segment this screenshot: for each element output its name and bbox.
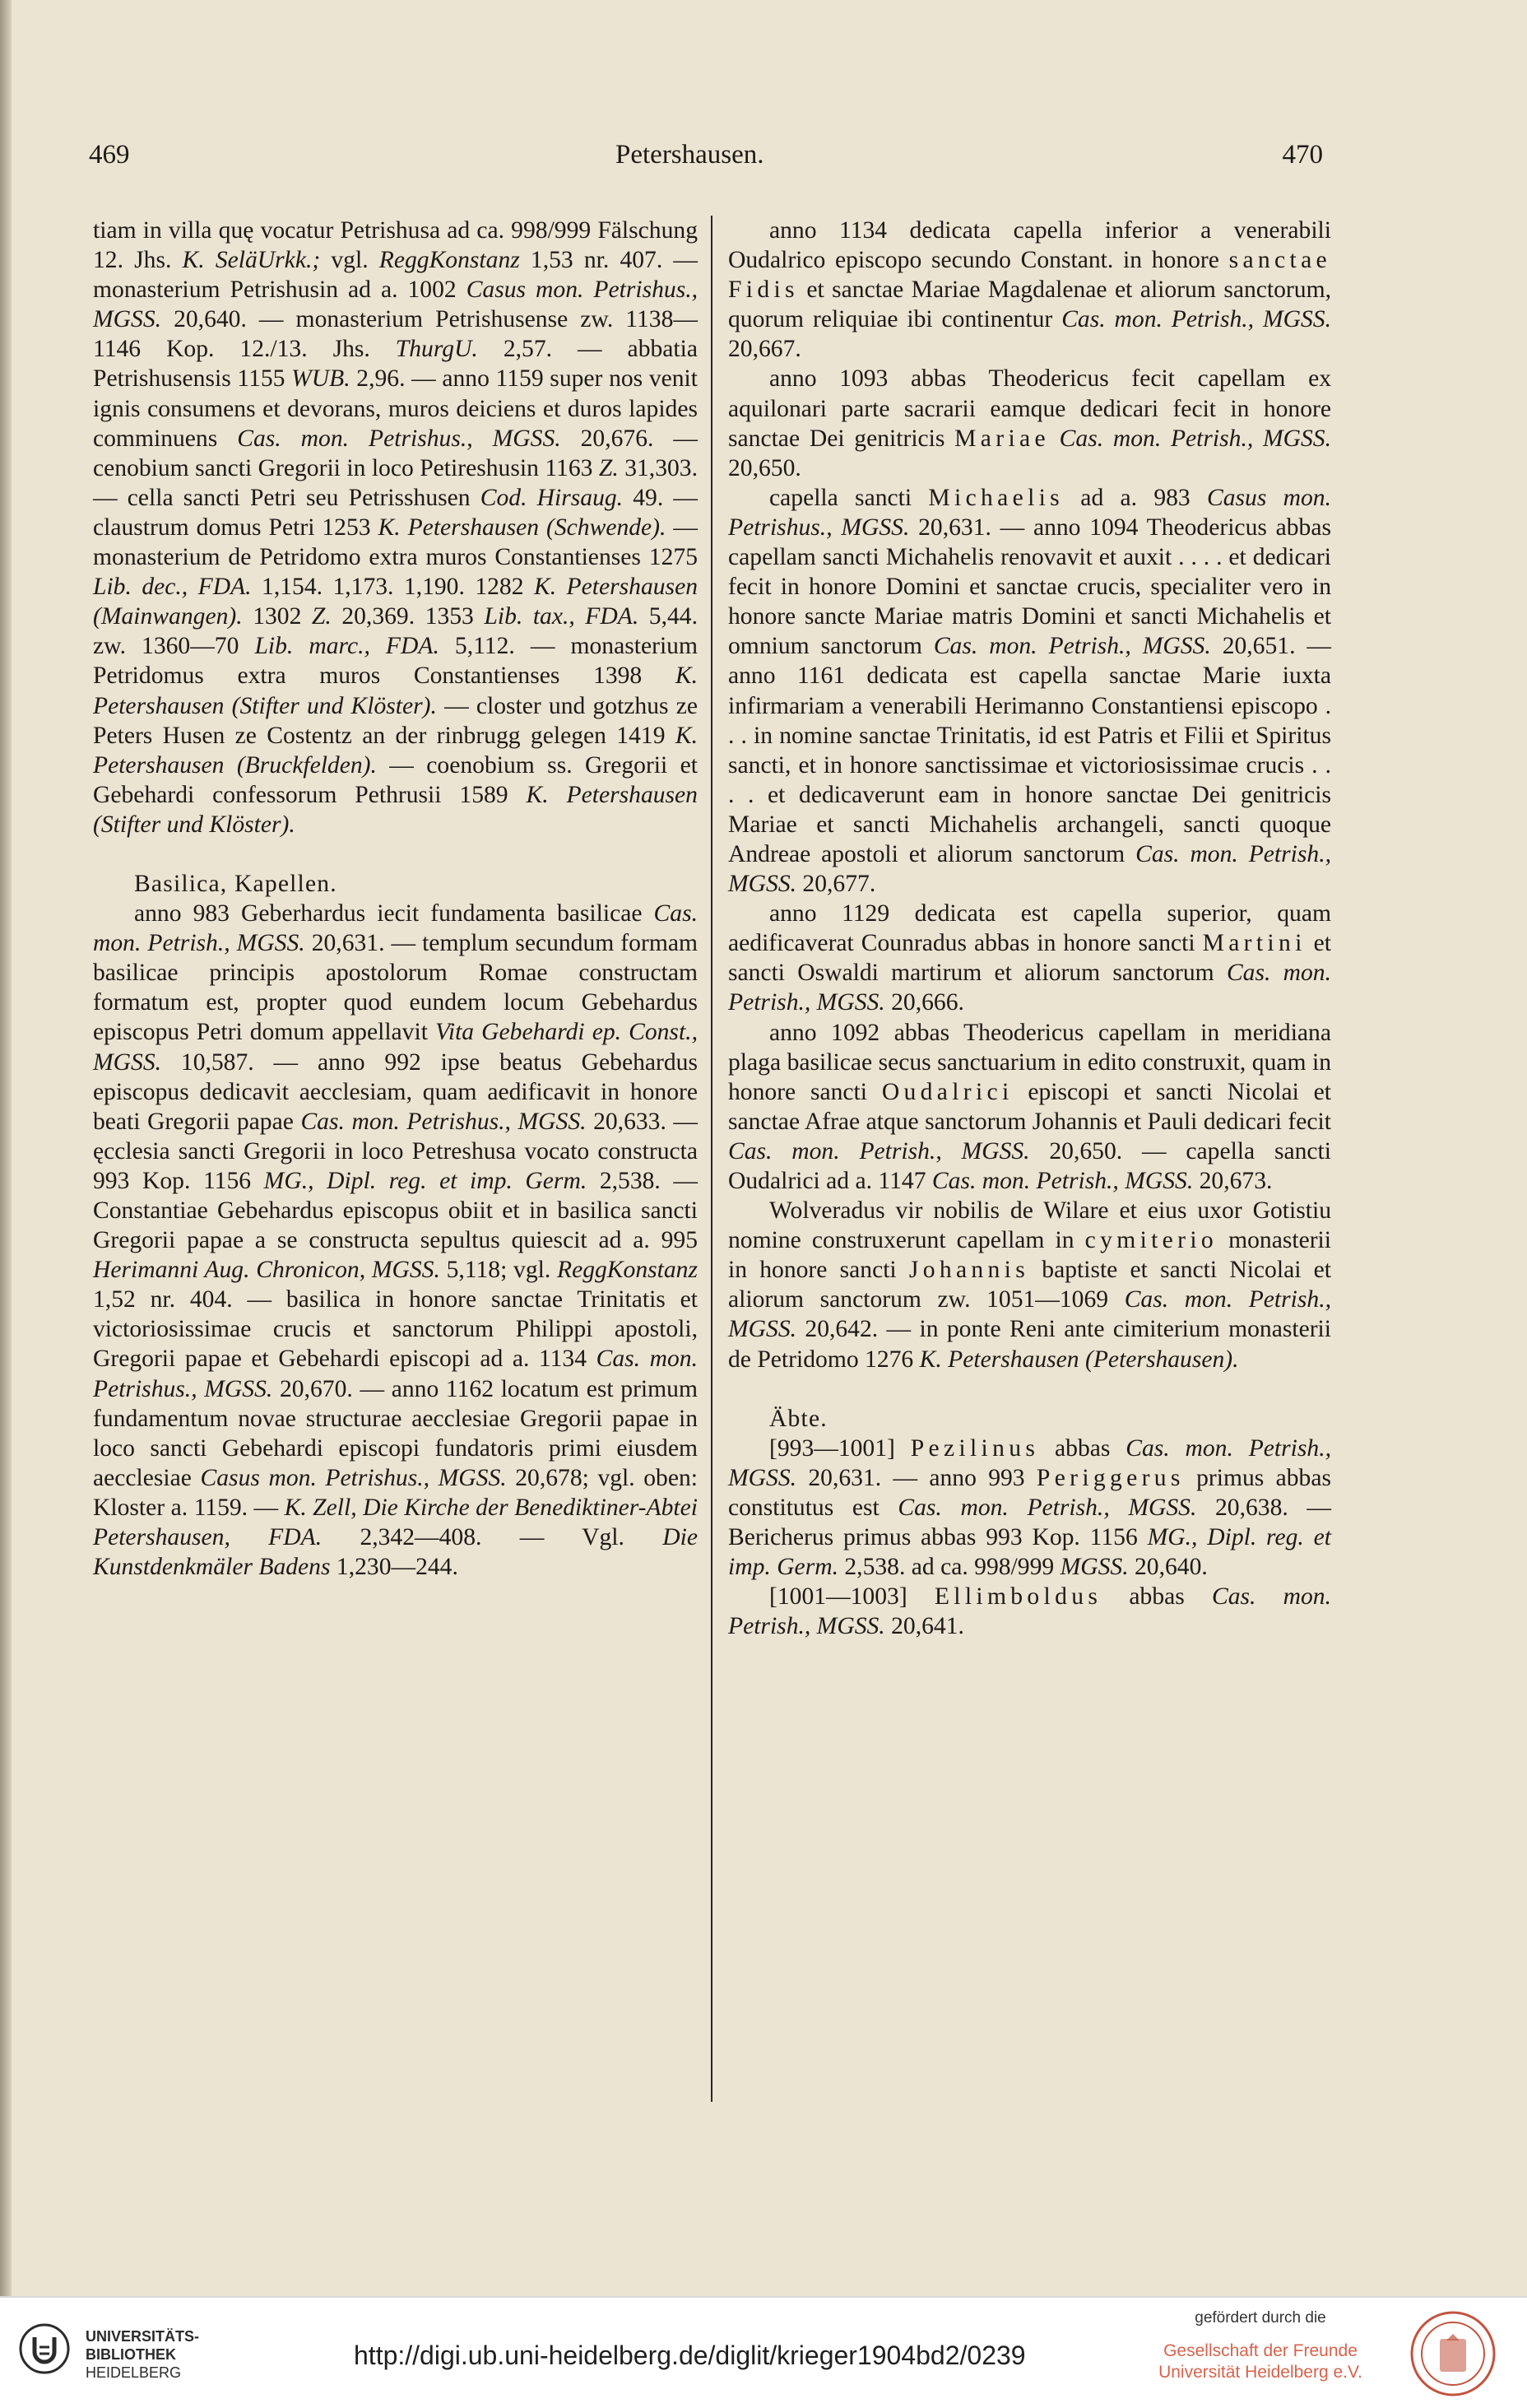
citation-italic: K. Petershausen (Bruckfelden). bbox=[93, 722, 698, 779]
footer-bar bbox=[0, 2296, 1527, 2408]
citation-italic: Die Kunstdenkmäler Badens bbox=[93, 1524, 698, 1581]
column-divider bbox=[711, 216, 712, 2102]
citation-italic: Cas. mon. Petrish., MGSS. bbox=[93, 900, 698, 957]
citation-italic: WUB. bbox=[291, 365, 350, 393]
library-line-1: UNIVERSITÄTS- bbox=[86, 2328, 200, 2345]
sponsor-line-3: Universität Heidelberg e.V. bbox=[1158, 2363, 1362, 2382]
paragraph: tiam in villa quę vocatur Petrishusa ad ca. 998/999 Fälschung 12. Jhs. K. SeläUrkk.; vgl. ReggKonstanz 1,53 nr. 407. — monasterium Petrishusin ad a. 1002 Casus mon. Petrishus., MGSS. 20,640. — monasterium Petrishusense zw. 1138—1146 Kop. 12./13. Jhs. ThurgU. 2,57. — abbatia Petrishusensis 1155 WUB. 2,96. — anno 1159 super nos venit ignis consumens et devorans, muros deiciens et duros lapides comminuens Cas. mon. Petrishus., MGSS. 20,676. — cenobium sancti Gregorii in loco Petireshusin 1163 Z. 31,303. — cella sancti Petri seu Petrisshusen Cod. Hirsaug. 49. — claustrum domus Petri 1253 K. Petershausen (Schwende). — monasterium de Petridomo extra muros Constantienses 1275 Lib. dec., FDA. 1,154. 1,173. 1,190. 1282 K. Petershausen (Mainwangen). 1302 Z. 20,369. 1353 Lib. tax., FDA. 5,44. zw. 1360—70 Lib. marc., FDA. 5,112. — monasterium Petridomus extra muros Constantienses 1398 K. Petershausen (Stifter und Klöster). — closter und gotzhus ze Peters Husen ze Costentz an der rinbrugg gelegen 1419 K. Petershausen (Bruckfelden). — coenobium ss. Gregorii et Gebehardi confessorum Pethrusii 1589 K. Petershausen (Stifter und Klöster). bbox=[93, 217, 699, 838]
section-heading-aebte: Äbte. bbox=[769, 1405, 828, 1432]
citation-italic: K. Petershausen (Mainwangen). bbox=[93, 574, 698, 630]
citation-italic: K. Petershausen (Stifter und Klöster). bbox=[93, 781, 698, 838]
paragraph: [1001—1003] Ellimboldus abbas Cas. mon. Petrish., MGSS. 20,641. bbox=[728, 1583, 1332, 1640]
left-column bbox=[93, 216, 698, 1582]
citation-italic: Cas. mon. Petrish., MGSS. bbox=[898, 1494, 1197, 1521]
spaced-name: Martini bbox=[1202, 930, 1307, 957]
paragraph: Wolveradus vir nobilis de Wilare et eius uxor Gotistiu nomine construxerunt capellam in cymiterio monasterii in honore sancti Johannis baptiste et sancti Nicolai et aliorum sanctorum zw. 1051—1069 Cas. mon. Petrish., MGSS. 20,642. — in ponte Reni ante cimiterium monasterii de Petridomo 1276 K. Petershausen (Petershausen). bbox=[728, 1197, 1332, 1373]
sponsor-note bbox=[1137, 2309, 1384, 2383]
citation-italic: Casus mon. Petrishus., MGSS. bbox=[200, 1464, 507, 1491]
citation-italic: ReggKonstanz bbox=[378, 247, 520, 274]
spaced-name: Johannis bbox=[908, 1257, 1030, 1284]
citation-italic: Cas. mon. Petrish., MGSS. bbox=[728, 1286, 1331, 1343]
citation-italic: Casus mon. Petrishus., MGSS. bbox=[728, 484, 1332, 541]
citation-italic: ThurgU. bbox=[395, 336, 478, 363]
citation-italic: K. Petershausen (Stifter und Klöster). bbox=[93, 662, 698, 719]
citation-italic: Z. bbox=[311, 603, 332, 630]
paragraph: [993—1001] Pezilinus abbas Cas. mon. Petrish., MGSS. 20,631. — anno 993 Periggerus primus abbas constitutus est Cas. mon. Petrish., MGSS. 20,638. — Bericherus primus abbas 993 Kop. 1156 MG., Dipl. reg. et imp. Germ. 2,538. ad ca. 998/999 MGSS. 20,640. bbox=[728, 1434, 1332, 1581]
spaced-name: Pezilinus bbox=[910, 1434, 1040, 1462]
library-line-2: BIBLIOTHEK bbox=[86, 2346, 176, 2363]
citation-italic: Cas. mon. Petrishus., MGSS. bbox=[237, 425, 561, 452]
citation-italic: K. Petershausen (Schwende). bbox=[378, 514, 666, 541]
citation-italic: Cas. mon. Petrish., MGSS. bbox=[1059, 425, 1332, 452]
paragraph: anno 1134 dedicata capella inferior a venerabili Oudalrico episcopo secundo Constant. in honore sanctae Fidis et sanctae Mariae Magdalenae et aliorum sanctorum, quorum reliquiae ibi continentur Cas. mon. Petrish., MGSS. 20,667. bbox=[728, 217, 1331, 363]
citation-italic: K. SeläUrkk.; bbox=[182, 247, 321, 274]
paragraph: capella sancti Michaelis ad a. 983 Casus mon. Petrishus., MGSS. 20,631. — anno 1094 Theodericus abbas capellam sancti Michahelis renovavit et auxit . . . . et dedicari fecit in honore Domini et sanctae crucis, specialiter vero in honore sancte Mariae matris Domini et sancti Michahelis et omnium sanctorum Cas. mon. Petrish., MGSS. 20,651. — anno 1161 dedicata est capella sanctae Marie iuxta infirmariam a venerabili Herimanno Constantiensi episcopo . . . in nomine sanctae Trinitatis, id est Patris et Filii et Spiritus sancti, et in honore sanctissimae et victoriosissimae crucis . . . . et dedicaverunt eam in honore sanctae Dei genitricis Mariae et sancti Michahelis archangeli, sancti quoque Andreae apostoli et aliorum sanctorum Cas. mon. Petrish., MGSS. 20,677. bbox=[728, 484, 1332, 898]
paragraph: anno 1129 dedicata est capella superior, quam aedificaverat Counradus abbas in honore sancti Martini et sancti Oswaldi martirum et aliorum sanctorum Cas. mon. Petrish., MGSS. 20,666. bbox=[728, 900, 1331, 1016]
spaced-name: sanctae Fidis bbox=[728, 247, 1331, 304]
spaced-name: cymiterio bbox=[1084, 1227, 1218, 1254]
sponsor-line-2: Gesellschaft der Freunde bbox=[1163, 2341, 1358, 2360]
citation-italic: Cas. mon. Petrish., MGSS. bbox=[931, 1168, 1194, 1194]
citation-italic: Cas. mon. Petrish., MGSS. bbox=[728, 1583, 1332, 1640]
spaced-name: Ellimboldus bbox=[934, 1583, 1102, 1611]
citation-italic: Cas. mon. Petrish., MGSS. bbox=[728, 840, 1331, 898]
library-name bbox=[86, 2327, 199, 2382]
citation-italic: Cas. mon. Petrish., MGSS. bbox=[728, 1434, 1331, 1491]
paragraph: anno 1093 abbas Theodericus fecit capellam ex aquilonari parte sacrarii eamque dedicari fecit in honore sanctae Dei genitricis Mariae Cas. mon. Petrish., MGSS. 20,650. bbox=[728, 365, 1332, 481]
citation-italic: Z. bbox=[598, 454, 619, 481]
section-heading-basilica: Basilica, Kapellen. bbox=[134, 870, 337, 897]
spaced-name: Michaelis bbox=[928, 484, 1065, 511]
citation-italic: MG., Dipl. reg. et imp. Germ. bbox=[728, 1524, 1331, 1581]
paragraph: anno 983 Geberhardus iecit fundamenta basilicae Cas. mon. Petrish., MGSS. 20,631. — templum secundum formam basilicae principis apostolorum Romae constructam formatum est, propter quod eundem locum Gebehardus episcopus Petri domum appellavit Vita Gebehardi ep. Const., MGSS. 10,587. — anno 992 ipse beatus Gebehardus episcopus dedicavit aecclesiam, quam aedificavit in honore beati Gregorii papae Cas. mon. Petrishus., MGSS. 20,633. — ęcclesia sancti Gregorii in loco Petreshusa vocato constructa 993 Kop. 1156 MG., Dipl. reg. et imp. Germ. 2,538. — Constantiae Gebehardus episcopus obiit et in basilica sancti Gregorii papae a se constructa sepultus quiescit ad a. 995 Herimanni Aug. Chronicon, MGSS. 5,118; vgl. ReggKonstanz 1,52 nr. 404. — basilica in honore sanctae Trinitatis et victoriosissimae crucis et sanctorum Philippi apostoli, Gregorii papae et Gebehardi episcopi ad a. 1134 Cas. mon. Petrishus., MGSS. 20,670. — anno 1162 locatum est primum fundamentum novae structurae aecclesiae Gregorii papae in loco sancti Gebehardi episcopi fundatoris primi eiusdem aecclesiae Casus mon. Petrishus., MGSS. 20,678; vgl. oben: Kloster a. 1159. — K. Zell, Die Kirche der Benediktiner-Abtei Petershausen, FDA. 2,342—408. — Vgl. Die Kunstdenkmäler Badens 1,230—244. bbox=[93, 900, 699, 1581]
university-seal-icon bbox=[1409, 2309, 1497, 2398]
citation-italic: Lib. tax., FDA. bbox=[484, 603, 639, 630]
page-binding-edge bbox=[0, 0, 12, 2296]
ub-heidelberg-logo-icon bbox=[18, 2322, 71, 2375]
citation-italic: Lib. marc., FDA. bbox=[254, 633, 439, 660]
citation-italic: Cas. mon. Petrish., MGSS. bbox=[933, 633, 1211, 660]
citation-italic: K. Petershausen (Petershausen). bbox=[919, 1346, 1239, 1373]
citation-italic: Cas. mon. Petrish., MGSS. bbox=[728, 1137, 1030, 1164]
sponsor-line-1: gefördert durch die bbox=[1195, 2309, 1326, 2327]
spaced-name: Periggerus bbox=[1036, 1464, 1185, 1491]
paragraph: anno 1092 abbas Theodericus capellam in meridiana plaga basilicae secus sanctuarium in edito construxit, quam in honore sancti Oudalrici episcopi et sancti Nicolai et sanctae Afrae atque sanctorum Johannis et Pauli dedicari fecit Cas. mon. Petrish., MGSS. 20,650. — capella sancti Oudalrici ad a. 1147 Cas. mon. Petrish., MGSS. 20,673. bbox=[728, 1019, 1332, 1194]
citation-italic: Cod. Hirsaug. bbox=[480, 484, 624, 511]
citation-italic: Cas. mon. Petrishus., MGSS. bbox=[300, 1108, 587, 1135]
page-number-right: 470 bbox=[1282, 140, 1323, 170]
spaced-name: Oudalrici bbox=[881, 1078, 1014, 1105]
citation-italic: Cas. mon. Petrish., MGSS. bbox=[728, 960, 1331, 1016]
digital-copy-link[interactable]: http://digi.ub.uni-heidelberg.de/diglit/krieger1904bd2/0239 bbox=[354, 2341, 1026, 2370]
citation-italic: MG., Dipl. reg. et imp. Germ. bbox=[263, 1167, 587, 1194]
citation-italic: ReggKonstanz bbox=[557, 1257, 698, 1284]
citation-italic: K. Zell, Die Kirche der Benediktiner-Abtei Petershausen, FDA. bbox=[93, 1494, 698, 1551]
spaced-name: Mariae bbox=[954, 425, 1050, 452]
citation-italic: MGSS. bbox=[1060, 1554, 1129, 1581]
citation-italic: Cas. mon. Petrish., MGSS. bbox=[1061, 306, 1331, 333]
citation-italic: Lib. dec., FDA. bbox=[93, 574, 252, 601]
citation-italic: Casus mon. Petrishus., MGSS. bbox=[93, 277, 699, 333]
citation-italic: Cas. mon. Petrishus., MGSS. bbox=[93, 1346, 698, 1402]
citation-italic: Vita Gebehardi ep. Const., MGSS. bbox=[93, 1019, 698, 1076]
right-column bbox=[728, 216, 1331, 1641]
page-header bbox=[89, 140, 1323, 181]
page-number-left: 469 bbox=[89, 140, 130, 170]
running-title: Petershausen. bbox=[615, 140, 764, 170]
citation-italic: Herimanni Aug. Chronicon, MGSS. bbox=[93, 1257, 440, 1284]
library-line-3: HEIDELBERG bbox=[86, 2364, 182, 2381]
